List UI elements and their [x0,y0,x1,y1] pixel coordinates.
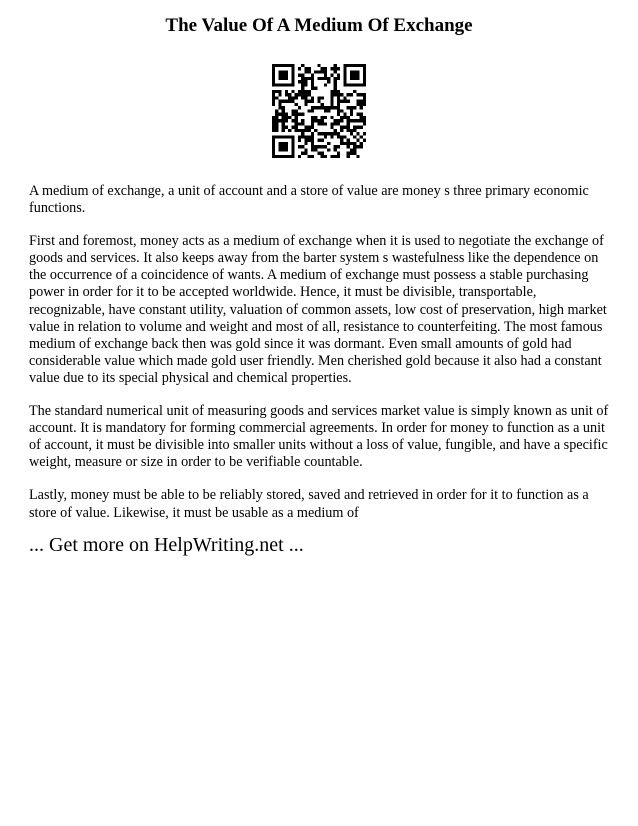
paragraph: The standard numerical unit of measuring goods and services market value is simply known as unit of account. It is mandatory for forming commercial agreements. In order for money to function as a unit of account, it must be divisible into smaller units without a loss of value, fungible, and have a specific weight, measure or size in order to be verifiable countable. [29,403,609,471]
get-more-link[interactable]: ... Get more on HelpWriting.net ... [29,534,304,556]
paragraph: A medium of exchange, a unit of account and a store of value are money s three primary economic functions. [29,183,589,217]
paragraph: Lastly, money must be able to be reliably stored, saved and retrieved in order for it to function as a store of value. Likewise, it must be usable as a medium of [29,487,589,521]
qr-code-icon [272,64,366,158]
paragraph: First and foremost, money acts as a medium of exchange when it is used to negotiate the exchange of goods and services. It also keeps away from the barter system s wastefulness like the dependence on the occurrence of a coincidence of wants. A medium of exchange must possess a stable purchasing power in order for it to be accepted worldwide. Hence, it must be divisible, transportable, recognizable, have constant utility, valuation of common assets, low cost of preservation, high market value in relation to volume and weight and most of all, resistance to counterfeiting. The most famous medium of exchange back then was gold since it was dormant. Even small amounts of gold had considerable value which made gold user friendly. Men cherished gold because it also had a constant value due to its special physical and chemical properties. [29,233,607,386]
document-title: The Value Of A Medium Of Exchange [165,15,473,36]
document-body [29,183,609,538]
